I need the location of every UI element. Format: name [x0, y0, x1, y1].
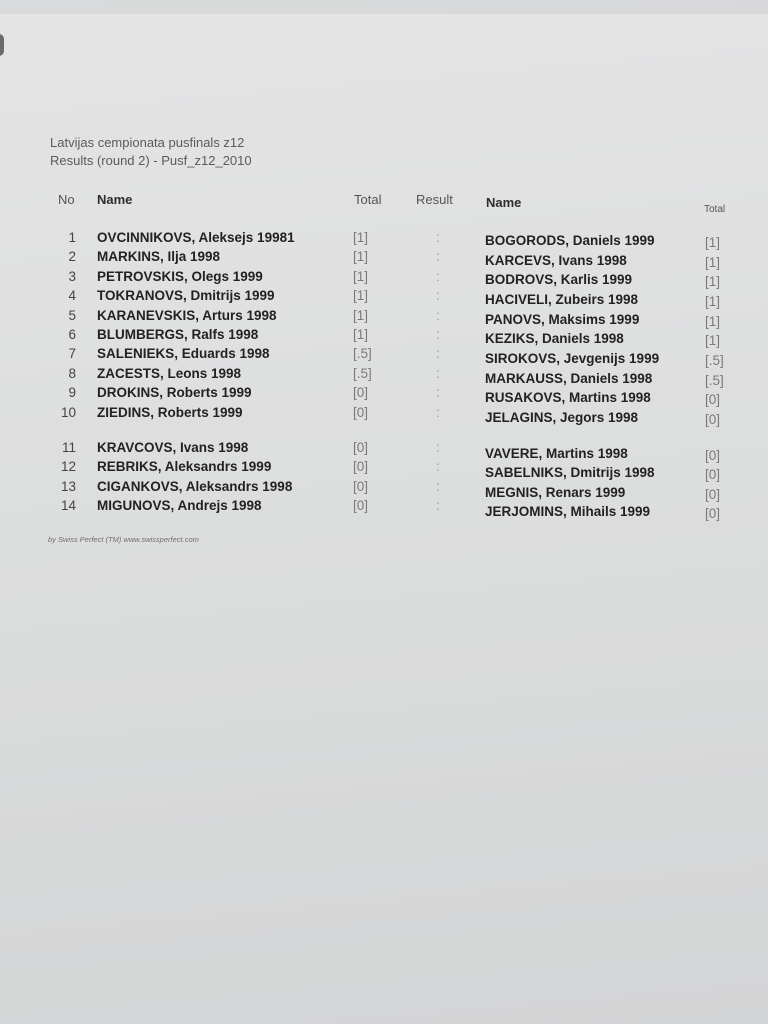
col-name-white-header: Name — [97, 192, 133, 207]
table-row — [0, 497, 768, 522]
black-player-name: SABELNIKS, Dmitrijs 1998 — [485, 465, 655, 481]
result-cell: : — [436, 365, 440, 381]
black-player-name: SIROKOVS, Jevgenijs 1999 — [485, 350, 660, 366]
result-cell: : — [436, 230, 440, 245]
software-credit: by Swiss Perfect (TM) www.swissperfect.com — [48, 535, 199, 544]
table-row — [0, 459, 768, 483]
board-number: 6 — [68, 327, 76, 342]
black-total: [0] — [705, 486, 721, 502]
white-player-name: KRAVCOVS, Ivans 1998 — [97, 440, 249, 455]
col-total-white-header: Total — [354, 192, 382, 207]
white-total: [1] — [353, 288, 369, 304]
board-number: 13 — [60, 478, 76, 494]
board-number: 1 — [68, 230, 76, 245]
table-row — [0, 365, 768, 388]
result-cell: : — [436, 249, 440, 265]
white-player-name: TOKRANOVS, Dmitrijs 1999 — [97, 288, 275, 304]
white-player-name: ZACESTS, Leons 1998 — [97, 365, 242, 381]
col-total-black-header: Total — [704, 204, 726, 215]
white-total: [1] — [353, 249, 369, 265]
black-player-name: MEGNIS, Renars 1999 — [485, 484, 626, 500]
document-header — [50, 134, 252, 170]
white-total: [0] — [353, 440, 369, 455]
result-cell: : — [436, 459, 440, 475]
white-total: [0] — [353, 385, 369, 401]
table-row — [0, 327, 768, 349]
white-total: [0] — [353, 459, 369, 475]
white-player-name: CIGANKOVS, Aleksandrs 1998 — [97, 478, 293, 494]
white-player-name: MARKINS, Ilja 1998 — [97, 249, 221, 265]
white-player-name: ZIEDINS, Roberts 1999 — [97, 404, 243, 420]
black-player-name: HACIVELI, Zubeirs 1998 — [485, 291, 639, 307]
result-cell: : — [436, 268, 440, 284]
board-number: 11 — [61, 440, 76, 455]
round-subtitle: Results (round 2) - Pusf_z12_2010 — [50, 153, 252, 168]
table-row — [0, 269, 768, 288]
white-player-name: KARANEVSKIS, Arturs 1998 — [97, 307, 277, 323]
col-result-header: Result — [416, 192, 453, 207]
black-player-name: BODROVS, Karlis 1999 — [485, 272, 633, 288]
black-player-name: VAVERE, Martins 1998 — [485, 445, 628, 461]
black-player-name: BOGORODS, Daniels 1999 — [485, 233, 655, 248]
col-name-black-header: Name — [486, 195, 522, 210]
black-total: [.5] — [705, 372, 724, 388]
white-player-name: PETROVSKIS, Olegs 1999 — [97, 268, 263, 284]
white-player-name: SALENIEKS, Eduards 1998 — [97, 346, 270, 362]
black-total: [0] — [705, 411, 721, 427]
result-cell: : — [436, 327, 440, 342]
black-total: [.5] — [705, 352, 724, 368]
board-number: 14 — [60, 497, 76, 513]
table-row — [0, 230, 768, 249]
black-total: [1] — [705, 313, 721, 329]
black-player-name: KARCEVS, Ivans 1998 — [485, 252, 627, 268]
white-total: [0] — [353, 404, 369, 420]
black-total: [0] — [705, 506, 721, 522]
white-player-name: DROKINS, Roberts 1999 — [97, 385, 252, 401]
board-number: 10 — [60, 404, 76, 420]
table-row — [0, 404, 768, 427]
board-number: 4 — [68, 288, 76, 304]
black-player-name: PANOVS, Maksims 1999 — [485, 311, 640, 327]
table-row — [0, 288, 768, 307]
black-player-name: RUSAKOVS, Martins 1998 — [485, 390, 651, 406]
result-cell: : — [436, 478, 440, 494]
black-total: [1] — [705, 274, 721, 290]
table-row — [0, 308, 768, 327]
white-player-name: BLUMBERGS, Ralfs 1998 — [97, 327, 259, 342]
black-total: [0] — [705, 392, 721, 408]
white-total: [1] — [353, 268, 369, 284]
table-row — [0, 440, 768, 463]
col-no-header: No — [58, 192, 75, 207]
black-total: [1] — [705, 293, 721, 309]
table-row — [0, 346, 768, 368]
result-cell: : — [436, 404, 440, 420]
result-cell: : — [436, 346, 440, 362]
board-number: 5 — [68, 307, 76, 323]
black-total: [0] — [705, 447, 721, 463]
black-total: [0] — [705, 467, 721, 483]
result-cell: : — [436, 307, 440, 323]
white-total: [0] — [353, 478, 369, 494]
table-row — [0, 385, 768, 408]
white-total: [1] — [353, 230, 369, 245]
board-number: 2 — [68, 249, 76, 265]
result-cell: : — [436, 497, 440, 513]
board-number: 8 — [68, 365, 76, 381]
black-player-name: KEZIKS, Daniels 1998 — [485, 331, 624, 347]
result-cell: : — [436, 385, 440, 401]
black-player-name: JERJOMINS, Mihails 1999 — [485, 504, 651, 520]
black-player-name: JELAGINS, Jegors 1998 — [485, 409, 639, 425]
result-cell: : — [436, 288, 440, 304]
table-row — [0, 478, 768, 502]
white-total: [0] — [353, 497, 369, 513]
white-total: [1] — [353, 327, 369, 342]
board-number: 9 — [68, 385, 76, 401]
white-total: [1] — [353, 307, 369, 323]
white-player-name: MIGUNOVS, Andrejs 1998 — [97, 497, 262, 513]
white-player-name: OVCINNIKOVS, Aleksejs 19981 — [97, 230, 295, 245]
punch-hole — [0, 34, 4, 56]
black-total: [1] — [705, 333, 721, 349]
board-number: 7 — [68, 346, 76, 362]
white-total: [.5] — [353, 365, 372, 381]
white-player-name: REBRIKS, Aleksandrs 1999 — [97, 459, 272, 475]
table-row — [0, 249, 768, 268]
black-total: [1] — [705, 254, 721, 270]
board-number: 12 — [60, 459, 76, 475]
white-total: [.5] — [353, 346, 372, 362]
board-number: 3 — [68, 268, 76, 284]
black-player-name: MARKAUSS, Daniels 1998 — [485, 370, 653, 386]
result-cell: : — [436, 440, 440, 455]
black-total: [1] — [705, 235, 721, 250]
tournament-title: Latvijas cempionata pusfinals z12 — [50, 135, 245, 150]
